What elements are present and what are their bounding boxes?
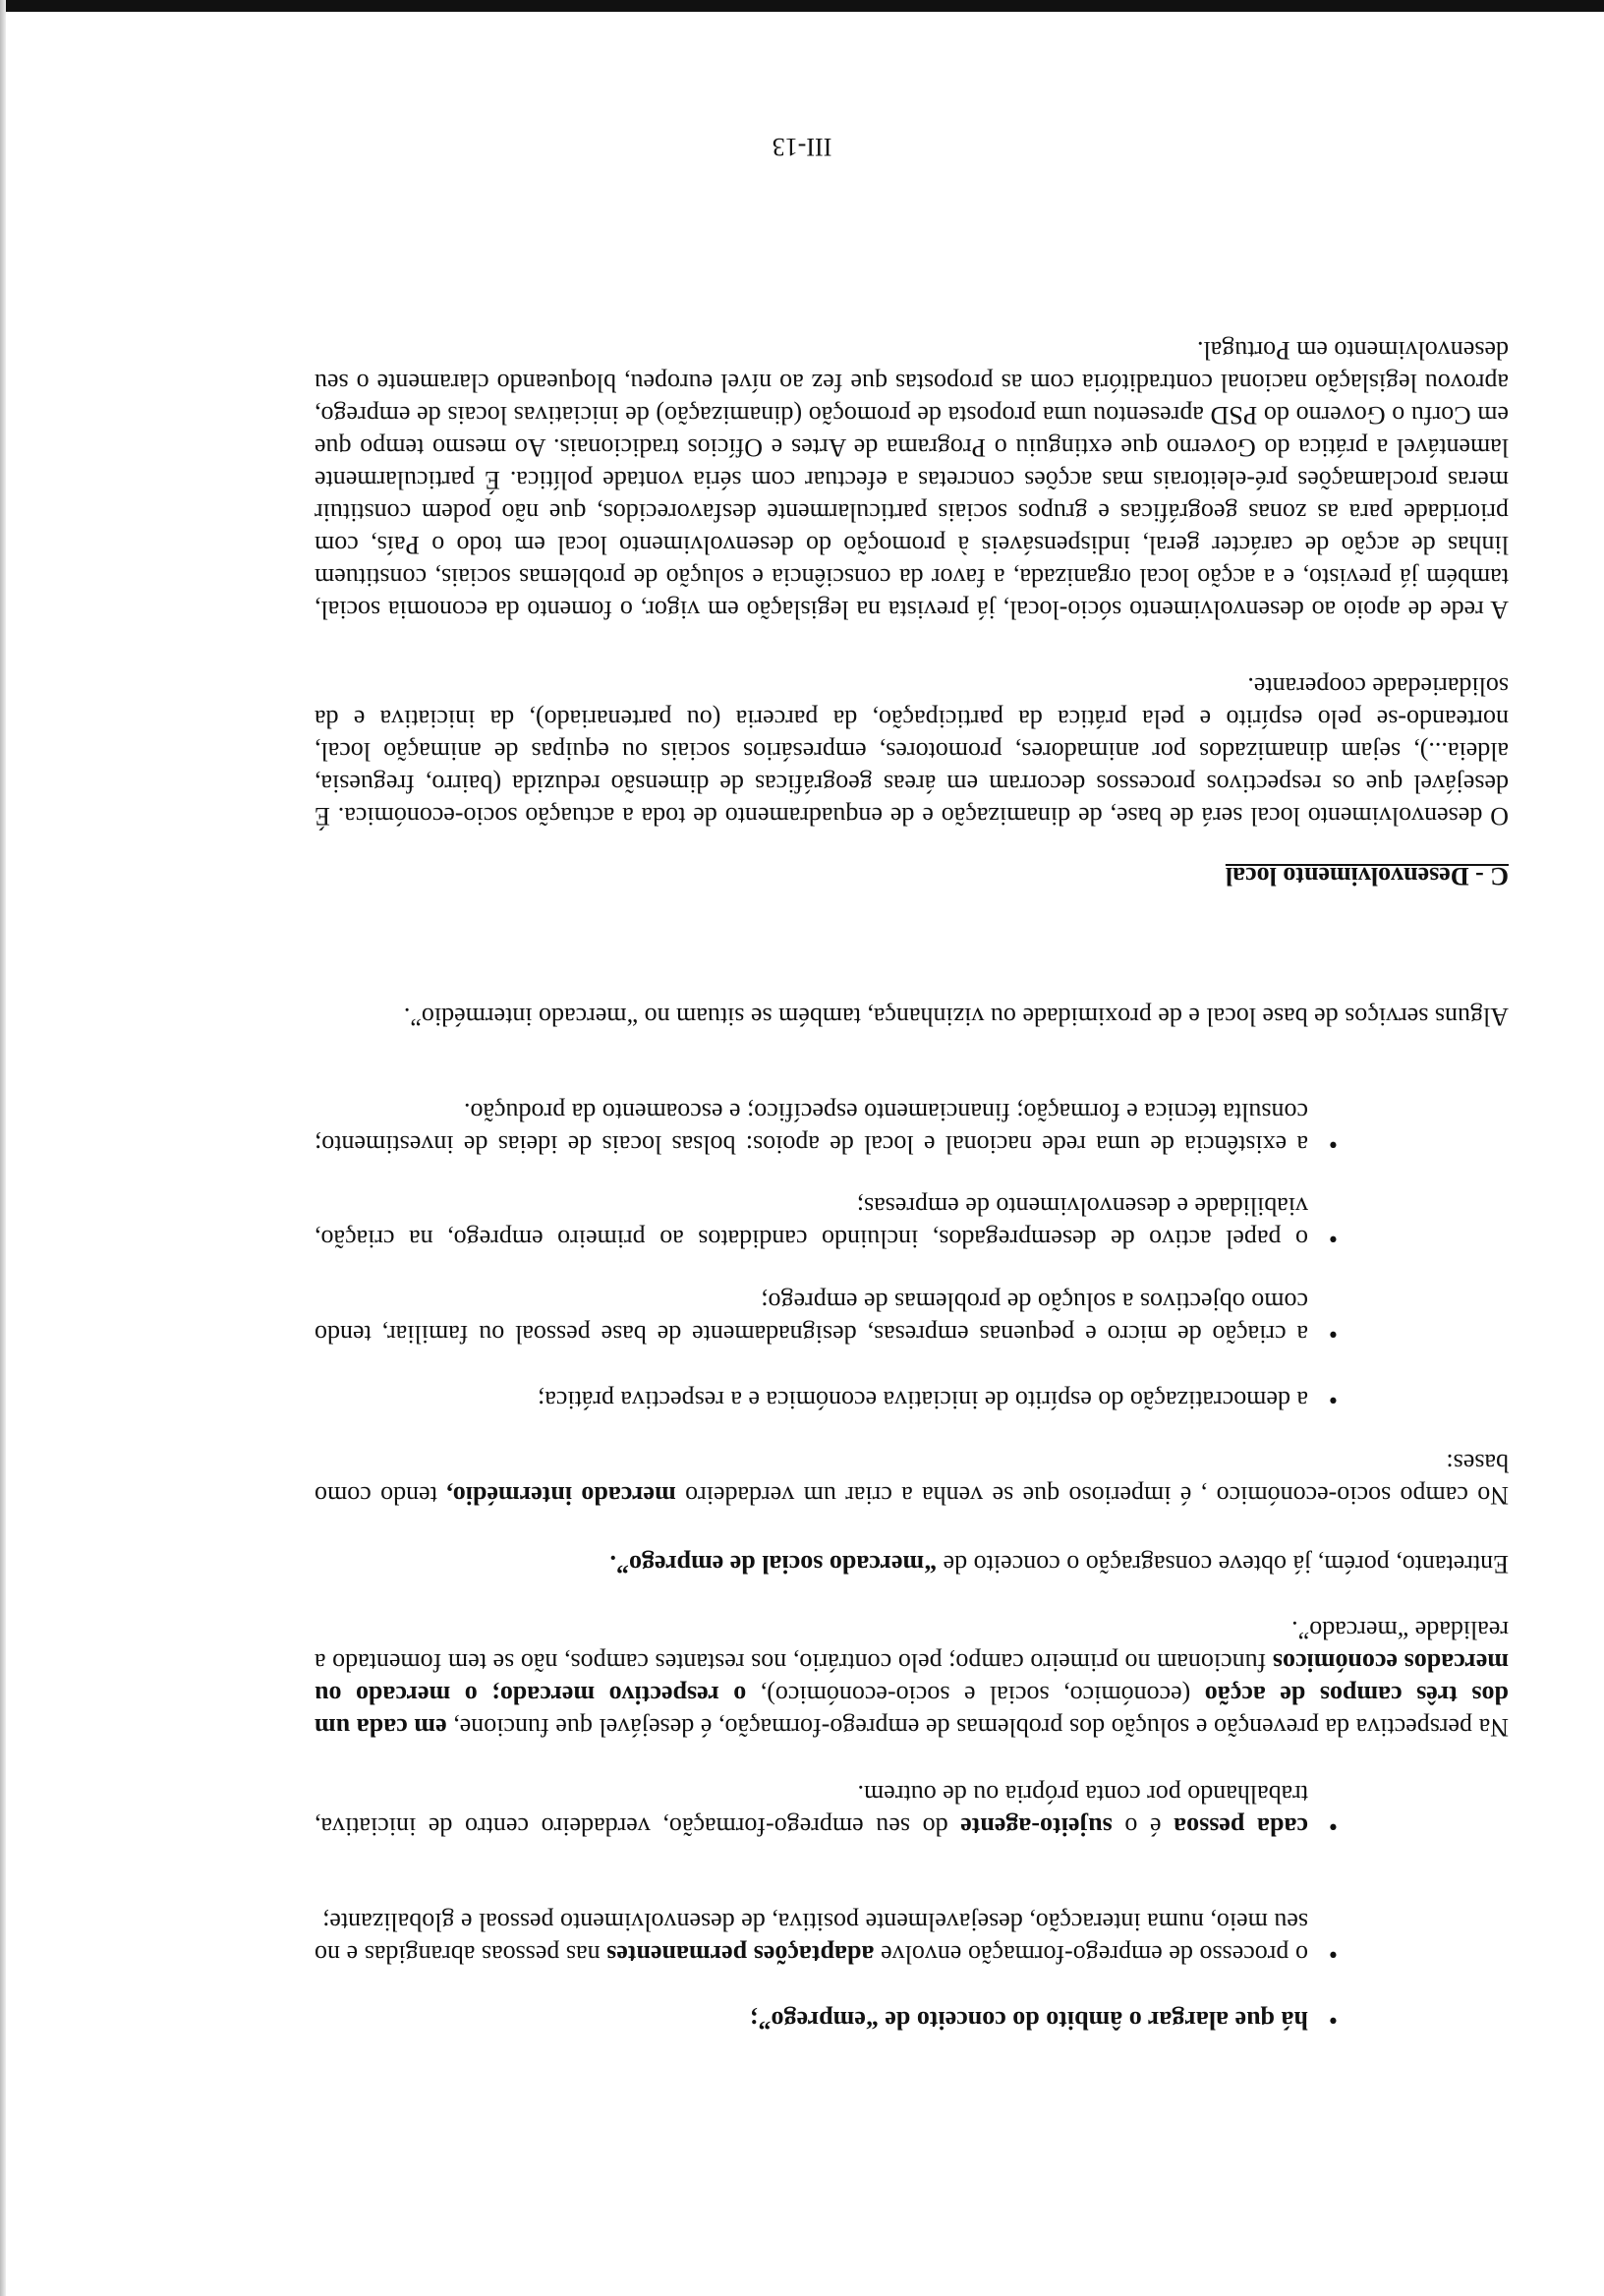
text: (económico, social e socio-económico), xyxy=(746,1681,1205,1709)
bullet-item xyxy=(315,1778,1308,1843)
page-number: III-13 xyxy=(772,133,832,161)
section-heading: C - Desenvolvimento local xyxy=(1225,862,1509,890)
bold-text: em cada um dos três campos de acção xyxy=(315,1681,1509,1742)
text: é o xyxy=(1112,1812,1174,1841)
text: tendo como bases: xyxy=(315,1449,1509,1510)
paragraph: Alguns serviços de base local e de proximidade ou vizinhança, também se situam no “mercado intermédio”. xyxy=(403,1003,1509,1031)
bullet-item xyxy=(315,1906,1308,1971)
bold-text: cada pessoa xyxy=(1174,1812,1308,1841)
bold-text: há que alargar o âmbito do conceito de “emprego”; xyxy=(749,2006,1308,2035)
paragraph xyxy=(315,1614,1509,1744)
text: nas pessoas abrangidas e no seu meio, numa interacção, desejavelmente positiva, de desenvolvimento pessoal e globalizante; xyxy=(315,1908,1308,1969)
text: No campo socio-económico , é imperioso que se venha a criar um verdadeiro xyxy=(675,1481,1509,1510)
text: funcionam no primeiro campo; pelo contrário, nos restantes campos, não se tem fomentado a realidade “mercado”. xyxy=(314,1616,1509,1677)
bullet-item: • a criação de micro e pequenas empresas, designadamente de base pessoal ou familiar, tendo como objectivos a solução de problemas de emprego; xyxy=(315,1286,1308,1350)
text: Na perspectiva da prevenção e solução dos problemas de emprego-formação, é desejável que funcione, xyxy=(446,1713,1509,1742)
text: do seu emprego-formação, verdadeiro centro de iniciativa, trabalhando por conta própria ou de outrem. xyxy=(315,1780,1308,1841)
bold-text: o respectivo mercado; o mercado ou mercados económicos xyxy=(315,1648,1509,1709)
bold-text: sujeito-agente xyxy=(960,1812,1113,1841)
bold-text: adaptações permanentes xyxy=(606,1940,875,1969)
paragraph xyxy=(315,1447,1509,1512)
paragraph: A rede de apoio ao desenvolvimento sócio-local, já prevista na legislação em vigor, o fomento da economia social, também já previsto, e a acção local organizada, a favor da consciência e solução de problemas sociais, constituem linhas de acção de carácter geral, indispensáveis à promoção do desenvolvimento local em todo o País, com prioridade para as zonas geográficas e grupos sociais particularmente desfavorecidos, que não podem constituir meras proclamações pré-eleitorais mas acções concretas a efectuar com séria vontade política. É particularmente lamentável a prática do Governo que extinguiu o Programa de Artes e Ofícios tradicionais. Ao mesmo tempo que em Corfu o Governo do PSD apresentou uma proposta de promoção (dinamização) de iniciativas locais de emprego, aprovou legislação nacional contraditória com as propostas que fez ao nível europeu, bloqueando claramente o seu desenvolvimento em Portugal. xyxy=(315,336,1509,624)
bold-text: mercado intermédio, xyxy=(446,1481,676,1510)
bold-text: “mercado social de emprego”. xyxy=(609,1550,938,1578)
text: Entretanto, porém, já obteve consagração o conceito de xyxy=(937,1550,1509,1578)
paragraph: O desenvolvimento local será de base, de dinamização e de enquadramento de toda a actuação socio-económica. É desejável que os respectivos processos decorram em áreas geográficas de dimensão reduzida (bairro, freguesia, aldeia...), sejam dinamizados por animadores, promotores, empresários sociais ou equipas de animação local, norteando-se pelo espírito e pela prática da participação, da parceria (ou partenariado), da iniciativa e da solidariedade cooperante. xyxy=(315,672,1509,831)
bullet-item: • o papel activo de desempregados, incluindo candidatos ao primeiro emprego, na criação, viabilidade e desenvolvimento de empresas; xyxy=(315,1190,1308,1255)
paragraph xyxy=(315,1548,1509,1580)
bullet-item: • a democratização do espírito de iniciativa económica e a respectiva prática; xyxy=(315,1384,1308,1416)
bullet-item: • a existência de uma rede nacional e local de apoios: bolsas locais de ideias de investimento; consulta técnica e formação; financiamento específico; e escoamento da produção. xyxy=(315,1096,1308,1161)
text: o processo de emprego-formação envolve xyxy=(874,1940,1308,1969)
bullet-item xyxy=(315,2004,1308,2037)
